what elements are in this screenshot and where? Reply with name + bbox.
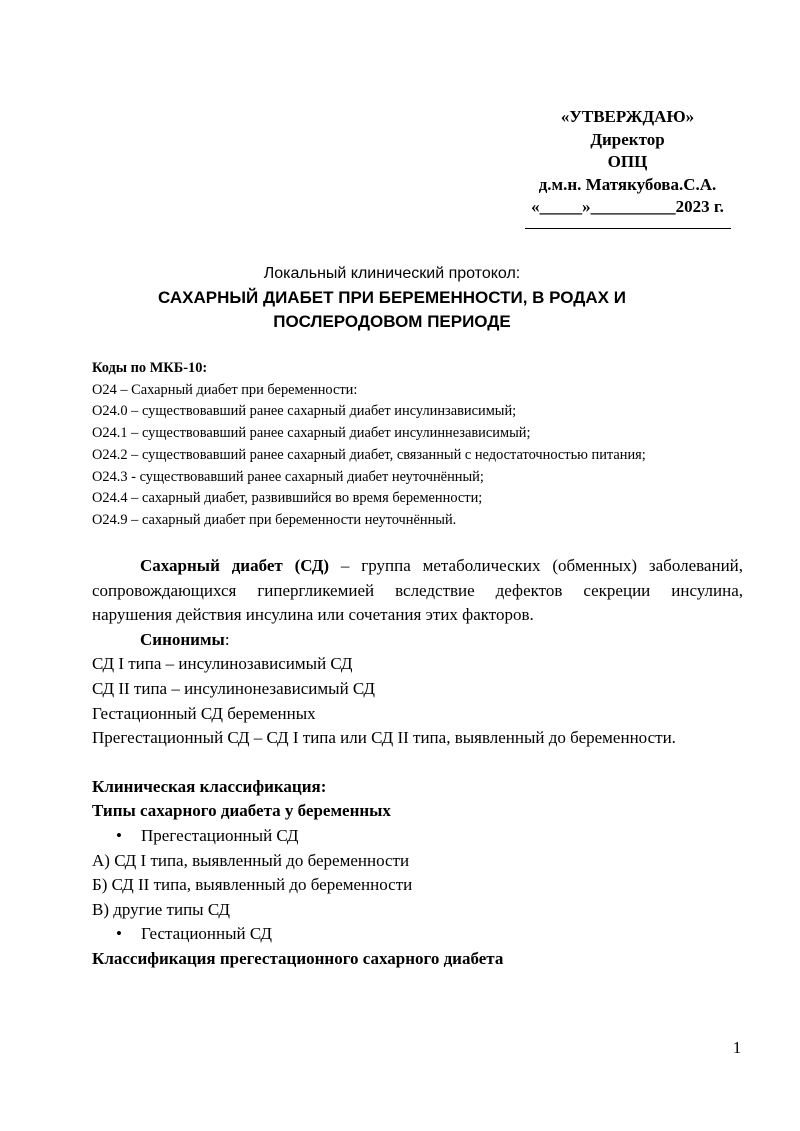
icd-codes-section xyxy=(92,358,752,532)
page-number: 1 xyxy=(732,1038,742,1057)
icd-code-item: О24.4 – сахарный диабет, развившийся во время беременности; xyxy=(92,490,483,507)
classification-heading: Клиническая классификация: xyxy=(92,776,327,796)
protocol-title-line1: САХАРНЫЙ ДИАБЕТ ПРИ БЕРЕМЕННОСТИ, В РОДАХ И xyxy=(158,288,626,307)
icd-code-item: О24.3 - существовавший ранее сахарный диабет неуточнённый; xyxy=(92,468,484,485)
definition-text: – группа метаболических (обменных) заболеваний, сопровождающихся гипергликемией вследствие дефектов секреции инсулина, нарушения действия инсулина или сочетания этих факторов. xyxy=(92,556,744,625)
classification-sub-item: А) СД I типа, выявленный до беременности xyxy=(92,850,410,870)
synonyms-heading: Синонимы xyxy=(140,629,225,649)
icd-code-item: О24.1 – существовавший ранее сахарный диабет инсулиннезависимый; xyxy=(92,425,531,442)
icd-code-item: О24.9 – сахарный диабет при беременности неуточнённый. xyxy=(92,511,457,528)
bullet-label: Прегестационный СД xyxy=(141,825,299,845)
icd-code-item: О24 – Сахарный диабет при беременности: xyxy=(92,381,358,398)
synonym-item: Прегестационный СД – СД I типа или СД II типа, выявленный до беременности. xyxy=(92,728,676,748)
approval-signer: д.м.н. Матякубова.С.А. xyxy=(538,174,717,194)
icd-code-item: О24.2 – существовавший ранее сахарный диабет, связанный с недостаточностью питания; xyxy=(92,446,646,463)
bullet-item-gestational xyxy=(92,922,743,947)
approval-organization: ОПЦ xyxy=(607,152,648,172)
synonym-item: СД I типа – инсулинозависимый СД xyxy=(92,654,353,674)
icd-codes-heading: Коды по МКБ-10: xyxy=(92,360,208,376)
bullet-icon: • xyxy=(116,924,122,944)
protocol-header xyxy=(92,262,692,334)
synonyms-heading-line xyxy=(92,628,743,653)
classification-subheading: Типы сахарного диабета у беременных xyxy=(92,801,391,821)
approval-title: «УТВЕРЖДАЮ» xyxy=(560,107,695,126)
classification-sub-item: В) другие типы СД xyxy=(92,899,230,919)
approval-position: Директор xyxy=(590,129,665,149)
document-body xyxy=(92,554,743,972)
bullet-item-pregestational xyxy=(92,824,743,849)
protocol-title-line2: ПОСЛЕРОДОВОМ ПЕРИОДЕ xyxy=(273,312,511,331)
synonym-item: Гестационный СД беременных xyxy=(92,703,316,723)
definition-paragraph xyxy=(92,554,743,628)
protocol-subtitle: Локальный клинический протокол: xyxy=(263,265,521,282)
synonyms-colon: : xyxy=(224,629,230,649)
synonym-item: СД II типа – инсулинонезависимый СД xyxy=(92,678,376,698)
bullet-label: Гестационный СД xyxy=(141,924,272,944)
pregestational-classification-heading: Классификация прегестационного сахарного диабета xyxy=(92,948,504,968)
classification-sub-item: Б) СД II типа, выявленный до беременности xyxy=(92,875,413,895)
spacer xyxy=(92,751,743,775)
approval-block xyxy=(500,106,755,229)
icd-code-item: О24.0 – существовавший ранее сахарный диабет инсулинзависимый; xyxy=(92,403,517,420)
definition-term: Сахарный диабет (СД) xyxy=(140,556,330,575)
approval-date: «_____»__________2023 г. xyxy=(531,197,724,217)
bullet-icon: • xyxy=(116,825,122,845)
signature-line xyxy=(525,228,731,229)
